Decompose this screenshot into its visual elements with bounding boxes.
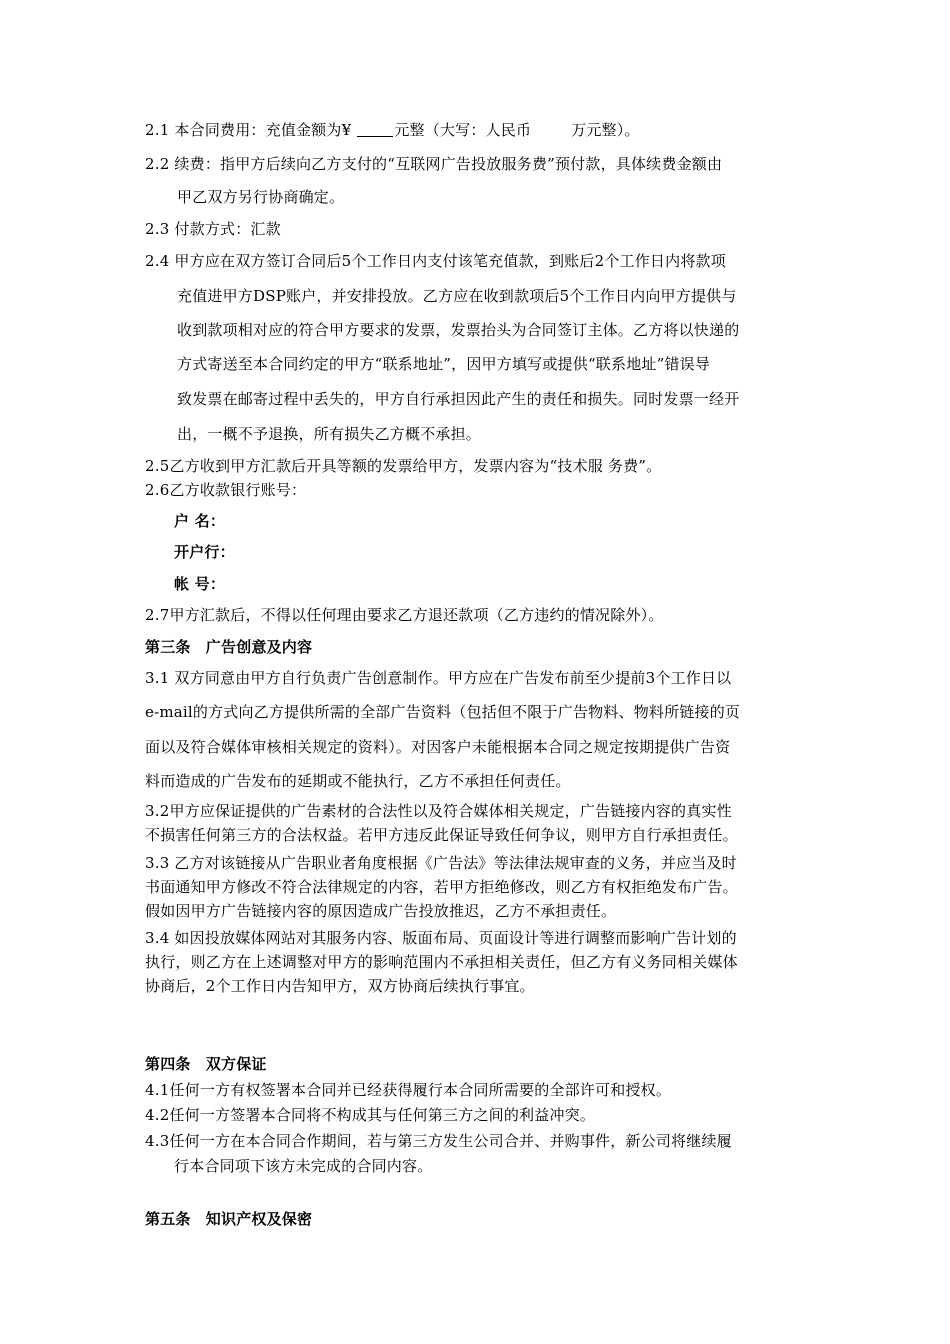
clause-3-1-line1: 3.1 双方同意由甲方自行负责广告创意制作。甲方应在广告发布前至少提前3个工作日以 [145,669,732,687]
clause-3-1-line2: e-mail的方式向乙方提供所需的全部广告资料（包括但不限于广告物料、物料所链接的页 [145,703,741,721]
clause-3-1-line4: 料而造成的广告发布的延期或不能执行，乙方不承担任何责任。 [145,772,571,790]
clause-2-1 [145,119,640,140]
clause-2-4-line4: 方式寄送至本合同约定的甲方“联系地址”，因甲方填写或提供“联系地址”错误导 [177,355,711,373]
clause-3-3-line2: 书面通知甲方修改不符合法律规定的内容，若甲方拒绝修改，则乙方有权拒绝发布广告。 [145,878,738,896]
amount-blank [357,123,393,137]
clause-2-4-line1: 2.4 甲方应在双方签订合同后5个工作日内支付该笔充值款，到账后2个工作日内将款项 [145,252,726,270]
bank-name-label: 户 名： [174,512,226,530]
clause-2-1-text: 2.1 本合同费用：充值金额为¥ [145,121,357,139]
clause-3-3-line3: 假如因甲方广告链接内容的原因造成广告投放推迟，乙方不承担责任。 [145,902,617,920]
clause-3-3-line1: 3.3 乙方对该链接从广告职业者角度根据《广告法》等法律法规审查的义务，并应当及时 [145,854,737,872]
clause-2-3: 2.3 付款方式：汇款 [145,220,281,238]
clause-2-7: 2.7甲方汇款后，不得以任何理由要求乙方退还款项（乙方违约的情况除外）。 [145,606,664,624]
clause-3-1-line3: 面以及符合媒体审核相关规定的资料）。对因客户未能根据本合同之规定按期提供广告资 [145,738,731,756]
clause-4-2: 4.2任何一方签署本合同将不构成其与任何第三方之间的利益冲突。 [145,1106,596,1124]
clause-3-2-line1: 3.2甲方应保证提供的广告素材的合法性以及符合媒体相关规定，广告链接内容的真实性 [145,802,732,820]
section-4-title: 第四条 双方保证 [145,1055,267,1073]
clause-2-5: 2.5乙方收到甲方汇款后开具等额的发票给甲方，发票内容为“技术服 务费”。 [145,457,662,475]
bank-branch-label: 开户行： [174,543,235,561]
clause-2-1-text-c: 万元整）。 [571,121,640,139]
clause-2-1-text-b: 元整（大写：人民币 [394,121,532,139]
clause-3-4-line3: 协商后，2个工作日内告知甲方，双方协商后续执行事宜。 [145,977,535,995]
clause-2-4-line3: 收到款项相对应的符合甲方要求的发票，发票抬头为合同签订主体。乙方将以快递的 [177,321,740,339]
section-3-title: 第三条 广告创意及内容 [145,638,313,656]
clause-2-4-line6: 出，一概不予退换，所有损失乙方概不承担。 [177,425,482,443]
clause-2-2-line1: 2.2 续费：指甲方后续向乙方支付的“互联网广告投放服务费”预付款，具体续费金额由 [145,155,723,173]
clause-4-3-line2: 行本合同项下该方未完成的合同内容。 [174,1157,433,1175]
clause-3-2-line2: 不损害任何第三方的合法权益。若甲方违反此保证导致任何争议，则甲方自行承担责任。 [145,826,738,844]
clause-3-4-line1: 3.4 如因投放媒体网站对其服务内容、版面布局、页面设计等进行调整而影响广告计划的 [145,929,737,947]
clause-4-3-line1: 4.3任何一方在本合同合作期间，若与第三方发生公司合并、并购事件，新公司将继续履 [145,1132,732,1150]
clause-3-4-line2: 执行，则乙方在上述调整对甲方的影响范围内不承担相关责任，但乙方有义务同相关媒体 [145,953,738,971]
clause-2-6: 2.6乙方收款银行账号： [145,481,307,499]
clause-2-4-line5: 致发票在邮寄过程中丢失的，甲方自行承担因此产生的责任和损失。同时发票一经开 [177,390,740,408]
clause-2-4-line2: 充值进甲方DSP账户，并安排投放。乙方应在收到款项后5个工作日内向甲方提供与 [177,287,737,305]
clause-2-2-line2: 甲乙双方另行协商确定。 [177,188,345,206]
clause-4-1: 4.1任何一方有权签署本合同并已经获得履行本合同所需要的全部许可和授权。 [145,1081,672,1099]
section-5-title: 第五条 知识产权及保密 [145,1210,313,1228]
bank-account-label: 帐 号： [174,575,226,593]
